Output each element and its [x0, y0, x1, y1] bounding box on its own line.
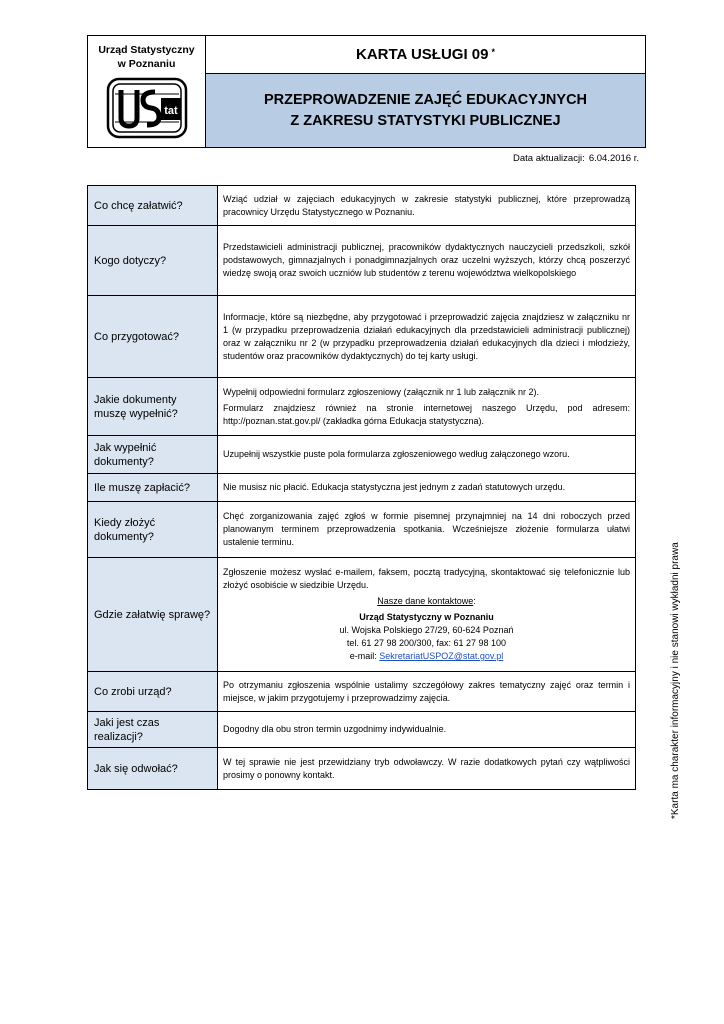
question-cell: Kiedy złożyć dokumenty? [88, 502, 218, 558]
card-number-bar [206, 36, 645, 74]
service-title [206, 74, 645, 147]
office-name-line1: Urząd Statystyczny [98, 44, 195, 56]
contact-heading-colon: : [473, 596, 476, 606]
question-cell: Co zrobi urząd? [88, 672, 218, 712]
table-row [88, 296, 636, 378]
svg-text:tat: tat [163, 105, 178, 117]
answer-cell: W tej sprawie nie jest przewidziany tryb odwoławczy. W razie dodatkowych pytań czy wątpliwości prosimy o ponowny kontakt. [218, 748, 636, 790]
contact-address: ul. Wojska Polskiego 27/29, 60-624 Poznań [339, 625, 514, 635]
table-row [88, 672, 636, 712]
answer-cell: Uzupełnij wszystkie puste pola formularza zgłoszeniowego według załączonego wzoru. [218, 436, 636, 474]
office-name [98, 43, 194, 71]
question-cell: Ile muszę zapłacić? [88, 474, 218, 502]
table-row [88, 558, 636, 672]
service-title-line2: Z ZAKRESU STATYSTYKI PUBLICZNEJ [290, 112, 561, 129]
table-row [88, 712, 636, 748]
contact-heading [223, 595, 630, 608]
table-row [88, 378, 636, 436]
ustat-logo-icon [105, 76, 189, 140]
question-cell: Jak wypełnić dokumenty? [88, 436, 218, 474]
question-cell: Gdzie załatwię sprawę? [88, 558, 218, 672]
contact-email-label: e-mail: [349, 651, 380, 661]
answer-cell: Przedstawicieli administracji publicznej, pracowników dydaktycznych nauczycieli przedszkoli, szkół podstawowych, gimnazjalnych i ponadgimnazjalnych oraz uczelni wyższych, którzy chcą poszerzyć wiedzę swoją oraz swoich uczniów lub studentów z terenu województwa wielkopolskiego [218, 226, 636, 296]
office-logo-cell [88, 36, 206, 147]
card-footnote-mark: * [491, 46, 496, 57]
contact-name: Urząd Statystyczny w Poznaniu [359, 612, 494, 622]
answer-cell: Dogodny dla obu stron termin uzgodnimy indywidualnie. [218, 712, 636, 748]
question-cell: Jaki jest czas realizacji? [88, 712, 218, 748]
answer-cell: Po otrzymaniu zgłoszenia wspólnie ustalimy szczegółowy zakres tematyczny zajęć oraz termin i miejsce, w jakim przygotujemy i przeprowadzimy zajęcia. [218, 672, 636, 712]
card-header [87, 35, 646, 148]
answer-cell: Wziąć udział w zajęciach edukacyjnych w zakresie statystyki publicznej, które przeprowadzą pracownicy Urzędu Statystycznego w Poznaniu. [218, 186, 636, 226]
answer-paragraph: Wypełnij odpowiedni formularz zgłoszeniowy (załącznik nr 1 lub załącznik nr 2). [223, 386, 540, 397]
table-row [88, 748, 636, 790]
answer-cell: Chęć zorganizowania zajęć zgłoś w formie pisemnej przynajmniej na 14 dni roboczych przed planowanym terminem przeprowadzenia spotkania. Wcześniejsze złożenie formularza ułatwi ustalenie terminu. [218, 502, 636, 558]
question-cell: Jakie dokumenty muszę wypełnić? [88, 378, 218, 436]
table-row [88, 186, 636, 226]
legal-disclaimer: *Karta ma charakter informacyjny i nie stanowi wykładni prawa [670, 542, 681, 819]
card-number: KARTA USŁUGI 09 [355, 46, 489, 63]
service-title-line1: PRZEPROWADZENIE ZAJĘĆ EDUKACYJNYCH [263, 91, 588, 108]
table-row [88, 502, 636, 558]
answer-cell: Informacje, które są niezbędne, aby przygotować i przeprowadzić zajęcia znajdziesz w załączniku nr 1 (w przypadku przeprowadzenia działań edukacyjnych dla przedstawicieli administracji publicznej) oraz w załączniku nr 2 (w przypadku przeprowadzenia działań edukacyjnych dla dzieci i młodzieży, studentów oraz pracowników dydaktycznych) do tej karty usługi. [218, 296, 636, 378]
answer-cell [218, 378, 636, 436]
contact-email-line [223, 650, 630, 663]
answer-cell [218, 558, 636, 672]
contact-email-link[interactable]: SekretariatUSPOZ@stat.gov.pl [379, 651, 504, 661]
answer-paragraph: Zgłoszenie możesz wysłać e-mailem, faksem, pocztą tradycyjną, skontaktować się telefonicznie lub złożyć osobiście w siedzibie Urzędu. [223, 567, 630, 590]
contact-phone: tel. 61 27 98 200/300, fax: 61 27 98 100 [346, 638, 507, 648]
table-row [88, 226, 636, 296]
update-date-value: 6.04.2016 r. [588, 153, 639, 164]
update-date [513, 153, 639, 164]
answer-cell: Nie musisz nic płacić. Edukacja statystyczna jest jednym z zadań statutowych urzędu. [218, 474, 636, 502]
update-date-label: Data aktualizacji: [513, 153, 585, 164]
title-column [206, 36, 645, 147]
question-cell: Co przygotować? [88, 296, 218, 378]
service-card-table [87, 185, 636, 790]
contact-heading-text: Nasze dane kontaktowe [377, 596, 474, 606]
table-row [88, 436, 636, 474]
answer-paragraph: Formularz znajdziesz również na stronie internetowej naszego Urzędu, pod adresem: http://poznan.stat.gov.pl/ (zakładka górna Edukacja statystyczna). [223, 402, 630, 426]
question-cell: Kogo dotyczy? [88, 226, 218, 296]
table-row [88, 474, 636, 502]
question-cell: Co chcę załatwić? [88, 186, 218, 226]
office-name-line2: w Poznaniu [117, 58, 176, 70]
question-cell: Jak się odwołać? [88, 748, 218, 790]
